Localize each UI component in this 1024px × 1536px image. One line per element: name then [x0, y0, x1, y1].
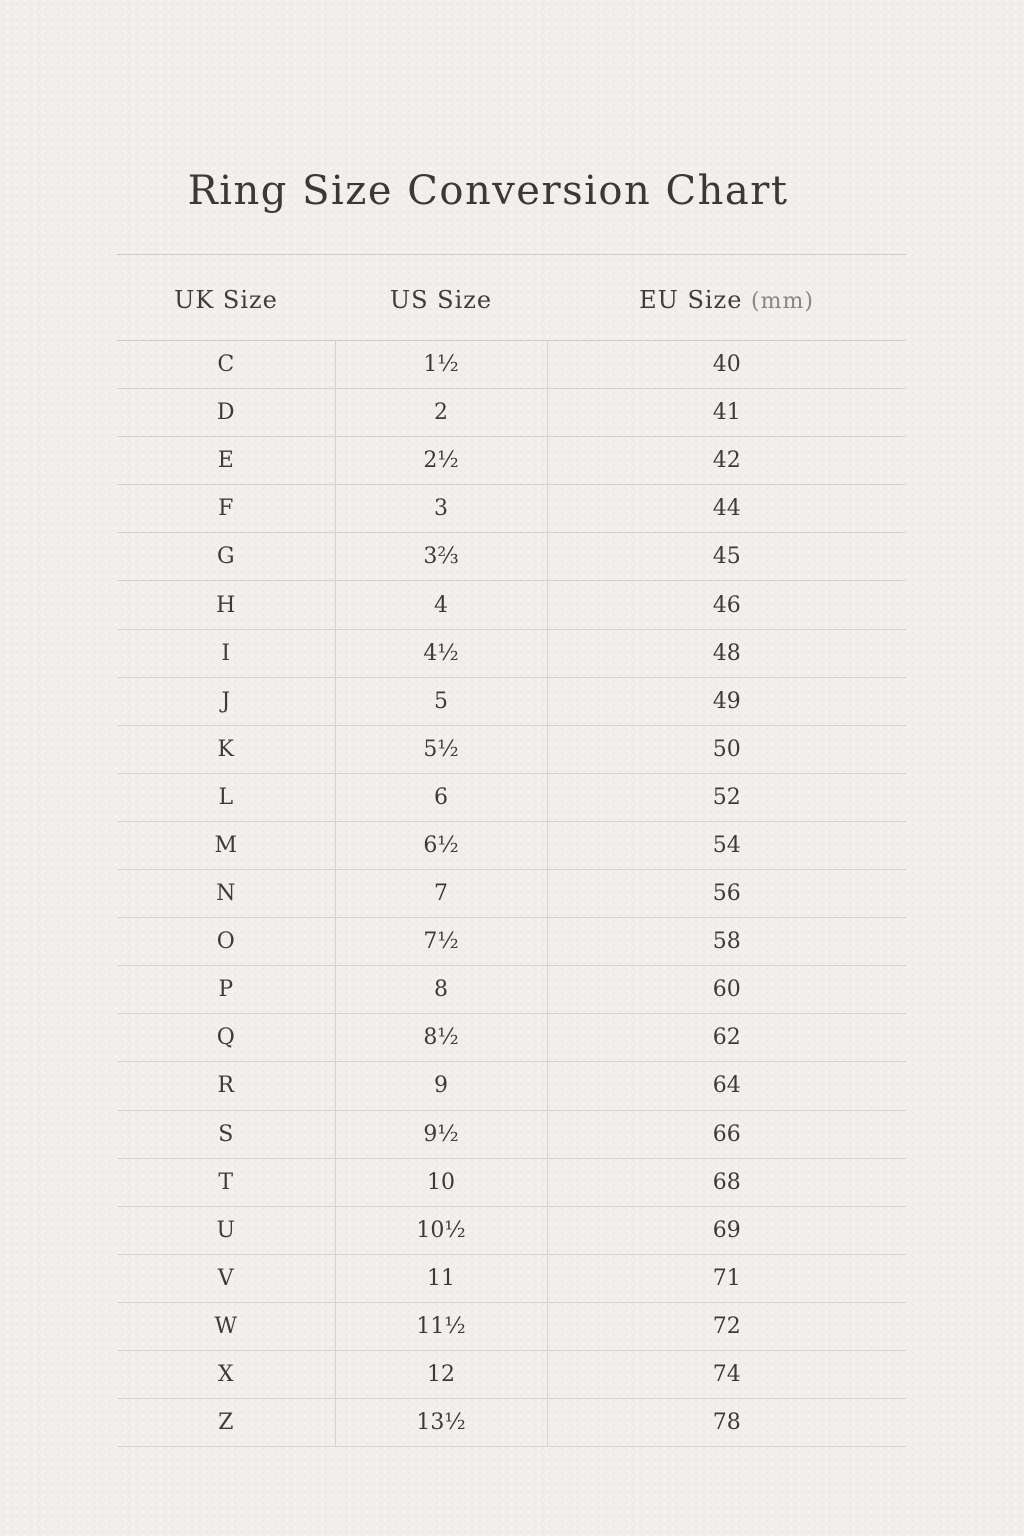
us-size-cell: 12: [335, 1350, 547, 1398]
us-size-cell: 8½: [335, 1014, 547, 1062]
table-row: [117, 1206, 906, 1254]
table-row: [117, 1110, 906, 1158]
us-size-cell: 8: [335, 966, 547, 1014]
header-eu-label: EU Size: [639, 285, 743, 314]
uk-size-cell: X: [117, 1350, 335, 1398]
table-row: [117, 870, 906, 918]
us-size-cell: 2: [335, 389, 547, 437]
us-size-cell: 10½: [335, 1206, 547, 1254]
table-row: [117, 1399, 906, 1447]
table-row: [117, 389, 906, 437]
eu-size-cell: 66: [547, 1110, 906, 1158]
eu-size-cell: 50: [547, 725, 906, 773]
eu-size-cell: 46: [547, 581, 906, 629]
table-row: [117, 725, 906, 773]
header-us-size: US Size: [335, 255, 547, 341]
eu-size-cell: 44: [547, 485, 906, 533]
eu-size-cell: 48: [547, 629, 906, 677]
eu-size-cell: 72: [547, 1302, 906, 1350]
uk-size-cell: G: [117, 533, 335, 581]
uk-size-cell: K: [117, 725, 335, 773]
uk-size-cell: I: [117, 629, 335, 677]
uk-size-cell: J: [117, 677, 335, 725]
ring-size-table: [117, 254, 906, 1447]
us-size-cell: 10: [335, 1158, 547, 1206]
uk-size-cell: U: [117, 1206, 335, 1254]
us-size-cell: 9: [335, 1062, 547, 1110]
us-size-cell: 3: [335, 485, 547, 533]
us-size-cell: 5½: [335, 725, 547, 773]
table-body: [117, 341, 906, 1447]
eu-size-cell: 41: [547, 389, 906, 437]
uk-size-cell: F: [117, 485, 335, 533]
table-row: [117, 581, 906, 629]
uk-size-cell: R: [117, 1062, 335, 1110]
table-row: [117, 1158, 906, 1206]
eu-size-cell: 69: [547, 1206, 906, 1254]
eu-size-cell: 78: [547, 1399, 906, 1447]
us-size-cell: 1½: [335, 341, 547, 389]
table-row: [117, 677, 906, 725]
header-uk-size: UK Size: [117, 255, 335, 341]
uk-size-cell: W: [117, 1302, 335, 1350]
eu-size-cell: 40: [547, 341, 906, 389]
eu-size-cell: 45: [547, 533, 906, 581]
us-size-cell: 6: [335, 773, 547, 821]
eu-size-cell: 74: [547, 1350, 906, 1398]
uk-size-cell: T: [117, 1158, 335, 1206]
uk-size-cell: O: [117, 918, 335, 966]
header-eu-size: [547, 255, 906, 341]
uk-size-cell: S: [117, 1110, 335, 1158]
us-size-cell: 5: [335, 677, 547, 725]
eu-size-cell: 71: [547, 1254, 906, 1302]
table-row: [117, 1302, 906, 1350]
uk-size-cell: M: [117, 821, 335, 869]
table-header: [117, 255, 906, 341]
table-row: [117, 629, 906, 677]
uk-size-cell: D: [117, 389, 335, 437]
eu-size-cell: 52: [547, 773, 906, 821]
table-row: [117, 533, 906, 581]
uk-size-cell: H: [117, 581, 335, 629]
eu-size-cell: 58: [547, 918, 906, 966]
table-row: [117, 1062, 906, 1110]
table-row: [117, 966, 906, 1014]
eu-size-cell: 62: [547, 1014, 906, 1062]
uk-size-cell: L: [117, 773, 335, 821]
eu-size-cell: 42: [547, 437, 906, 485]
table-row: [117, 1350, 906, 1398]
uk-size-cell: C: [117, 341, 335, 389]
us-size-cell: 4: [335, 581, 547, 629]
table-row: [117, 773, 906, 821]
table-row: [117, 821, 906, 869]
table-row: [117, 485, 906, 533]
uk-size-cell: Z: [117, 1399, 335, 1447]
us-size-cell: 13½: [335, 1399, 547, 1447]
uk-size-cell: Q: [117, 1014, 335, 1062]
us-size-cell: 11: [335, 1254, 547, 1302]
us-size-cell: 7: [335, 870, 547, 918]
us-size-cell: 7½: [335, 918, 547, 966]
table-row: [117, 341, 906, 389]
eu-size-cell: 64: [547, 1062, 906, 1110]
uk-size-cell: V: [117, 1254, 335, 1302]
uk-size-cell: N: [117, 870, 335, 918]
us-size-cell: 11½: [335, 1302, 547, 1350]
eu-size-cell: 54: [547, 821, 906, 869]
table-row: [117, 918, 906, 966]
table-row: [117, 437, 906, 485]
eu-size-cell: 60: [547, 966, 906, 1014]
us-size-cell: 9½: [335, 1110, 547, 1158]
uk-size-cell: P: [117, 966, 335, 1014]
table-row: [117, 1254, 906, 1302]
us-size-cell: 3⅔: [335, 533, 547, 581]
us-size-cell: 2½: [335, 437, 547, 485]
us-size-cell: 6½: [335, 821, 547, 869]
header-eu-unit: (mm): [751, 288, 814, 314]
us-size-cell: 4½: [335, 629, 547, 677]
eu-size-cell: 68: [547, 1158, 906, 1206]
eu-size-cell: 49: [547, 677, 906, 725]
uk-size-cell: E: [117, 437, 335, 485]
page-title: Ring Size Conversion Chart: [187, 168, 789, 214]
table-row: [117, 1014, 906, 1062]
eu-size-cell: 56: [547, 870, 906, 918]
header-row: [117, 255, 906, 341]
